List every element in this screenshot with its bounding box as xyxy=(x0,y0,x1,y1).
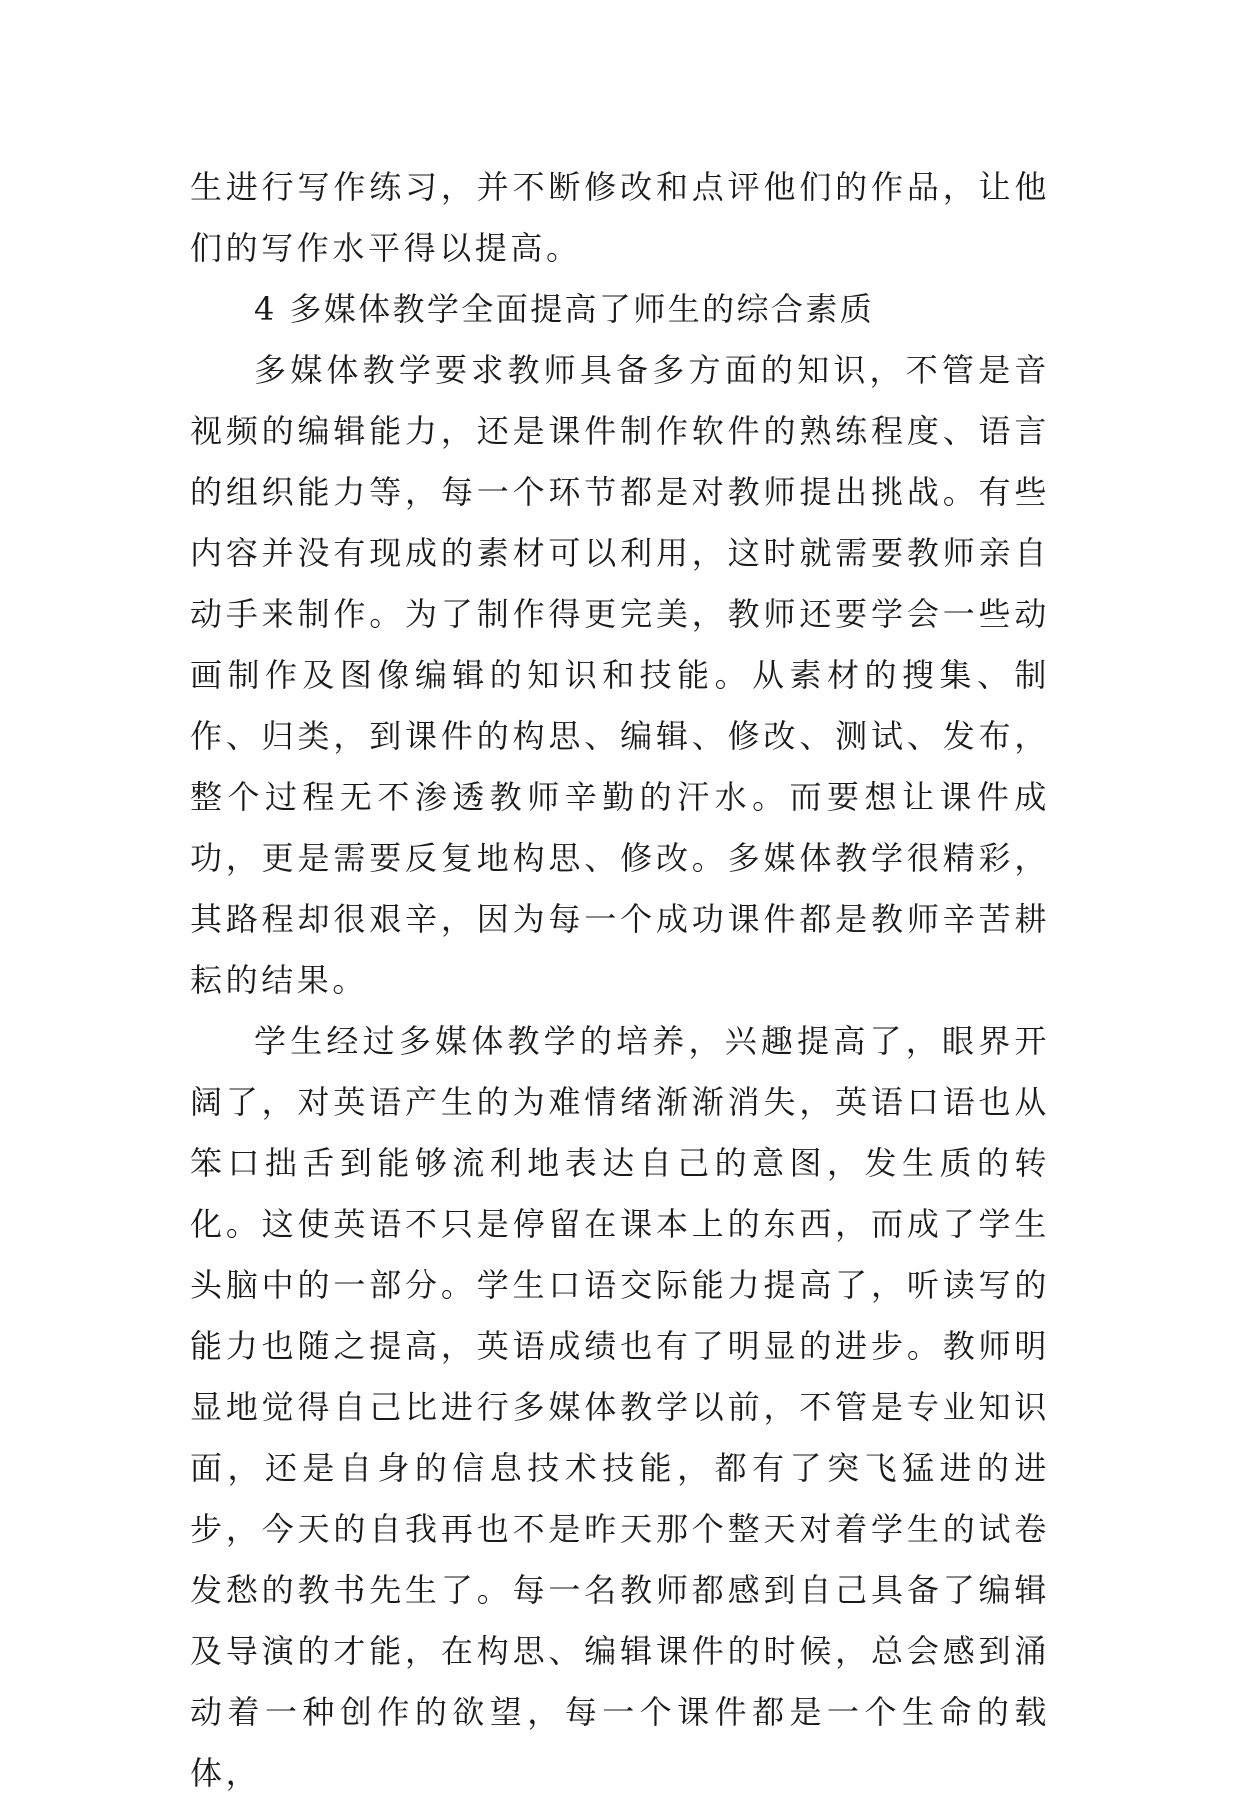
body-text xyxy=(190,157,1050,1804)
paragraph-students: 学生经过多媒体教学的培养，兴趣提高了，眼界开阔了，对英语产生的为难情绪渐渐消失，英语口语也从笨口拙舌到能够流利地表达自己的意图，发生质的转化。这使英语不只是停留在课本上的东西，而成了学生头脑中的一部分。学生口语交际能力提高了，听读写的能力也随之提高，英语成绩也有了明显的进步。教师明显地觉得自己比进行多媒体教学以前，不管是专业知识面，还是自身的信息技术技能，都有了突飞猛进的进步，今天的自我再也不是昨天那个整天对着学生的试卷发愁的教书先生了。每一名教师都感到自己具备了编辑及导演的才能，在构思、编辑课件的时候，总会感到涌动着一种创作的欲望，每一个课件都是一个生命的载体， xyxy=(190,1022,1050,1792)
paragraph-continuation: 生进行写作练习，并不断修改和点评他们的作品，让他们的写作水平得以提高。 xyxy=(190,168,1050,267)
section-heading: 4 多媒体教学全面提高了师生的综合素质 xyxy=(254,290,875,328)
paragraph-teachers: 多媒体教学要求教师具备多方面的知识，不管是音视频的编辑能力，还是课件制作软件的熟练程度、语言的组织能力等，每一个环节都是对教师提出挑战。有些内容并没有现成的素材可以利用，这时就需要教师亲自动手来制作。为了制作得更完美，教师还要学会一些动画制作及图像编辑的知识和技能。从素材的搜集、制作、归类，到课件的构思、编辑、修改、测试、发布，整个过程无不渗透教师辛勤的汗水。而要想让课件成功，更是需要反复地构思、修改。多媒体教学很精彩，其路程却很艰辛，因为每一个成功课件都是教师辛苦耕耘的结果。 xyxy=(190,351,1050,999)
